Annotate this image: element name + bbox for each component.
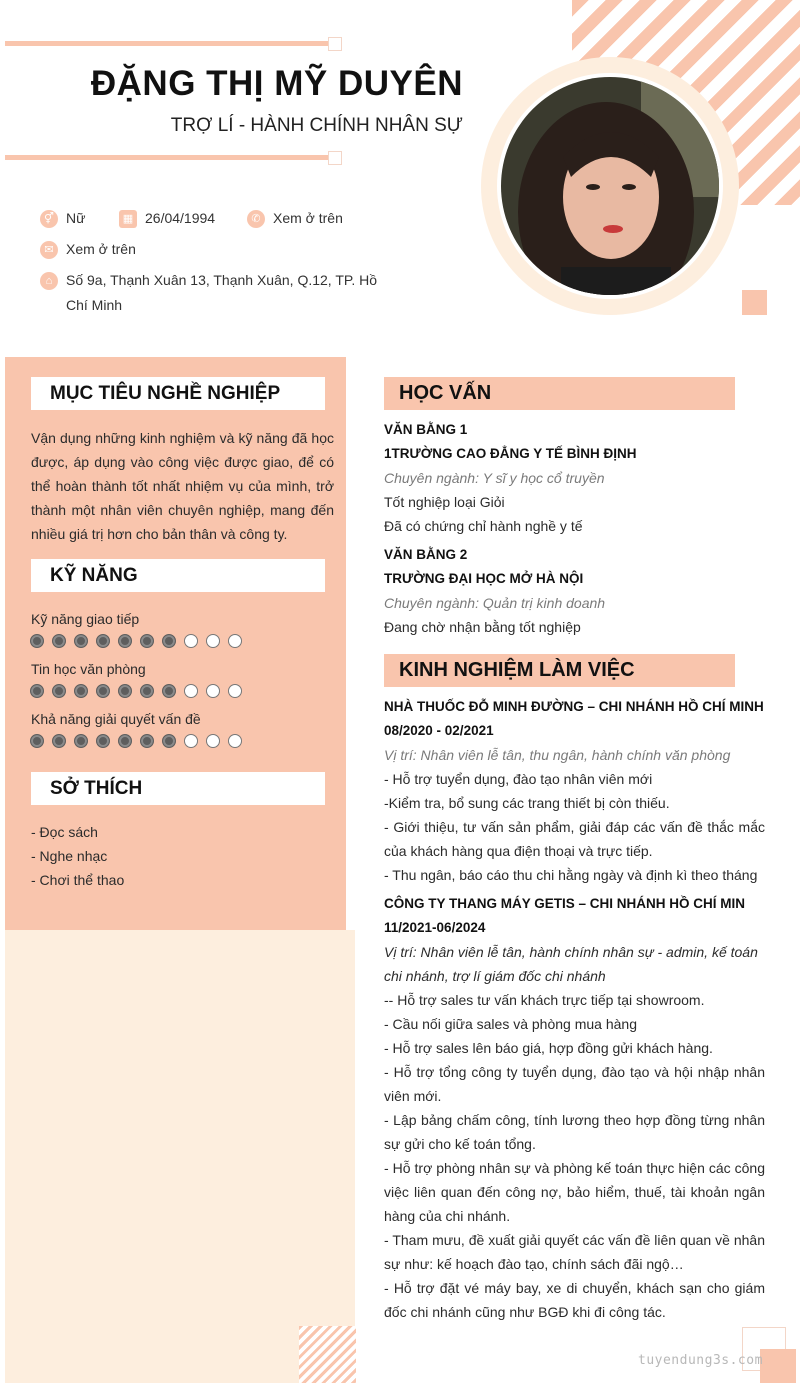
calendar-icon: ▦ <box>119 210 137 228</box>
info-gender <box>40 210 85 231</box>
address-text <box>66 268 377 318</box>
rating-dot-filled <box>30 634 44 648</box>
job1-duty: - Thu ngân, báo cáo thu chi hằng ngày và định kì theo tháng <box>384 867 758 883</box>
rating-dot-empty <box>206 734 220 748</box>
degree2-note: Đang chờ nhận bằng tốt nghiệp <box>384 619 581 635</box>
job2-duty: - Lập bảng chấm công, tính lương theo hợp đồng từng nhân sự gửi cho kế toán tổng. <box>384 1112 765 1152</box>
watermark: tuyendung3s.com <box>638 1353 763 1368</box>
header-bottom-line-end <box>328 151 342 165</box>
job2-company: CÔNG TY THANG MÁY GETIS – CHI NHÁNH HỒ CHÍ MIN <box>384 896 746 911</box>
rating-dot-filled <box>162 634 176 648</box>
skill-label: Kỹ năng giao tiếp <box>31 611 140 627</box>
job2-duty: - Hỗ trợ phòng nhân sự và phòng kế toán thực hiện các công việc liên quan đến công nợ, bảo hiểm, thuế, tài khoản ngân hàng của chi nhánh. <box>384 1160 765 1224</box>
rating-dot-filled <box>96 634 110 648</box>
gender-icon: ⚥ <box>40 210 58 228</box>
rating-dot-empty <box>206 634 220 648</box>
candidate-name: ĐẶNG THỊ MỸ DUYÊN <box>90 64 463 103</box>
address-line-1: Số 9a, Thạnh Xuân 13, Thạnh Xuân, Q.12, TP. Hồ <box>66 272 378 288</box>
experience-heading: KINH NGHIỆM LÀM VIỆC <box>384 654 735 687</box>
info-phone <box>247 210 343 231</box>
objective-text: Vận dụng những kinh nghiệm và kỹ năng đã học được, áp dụng vào công việc được giao, để có thể hoàn thành tốt nhất nhiệm vụ của mình, trở thành một nhân viên chuyên nghiệp, mang đến nhiều giá trị hơn cho bản thân và công ty. <box>31 430 334 542</box>
diagonal-pattern <box>299 1326 356 1383</box>
rating-dot-filled <box>74 634 88 648</box>
rating-dot-filled <box>162 684 176 698</box>
rating-dot-empty <box>184 734 198 748</box>
rating-dot-empty <box>184 684 198 698</box>
rating-dot-filled <box>52 634 66 648</box>
skill-label: Khả năng giải quyết vấn đề <box>31 711 201 727</box>
job1-duty: -Kiểm tra, bổ sung các trang thiết bị còn thiếu. <box>384 795 670 811</box>
candidate-role: TRỢ LÍ - HÀNH CHÍNH NHÂN SỰ <box>170 115 463 136</box>
job2-duty: - Hỗ trợ tổng công ty tuyển dụng, đào tạo và hội nhập nhân viên mới. <box>384 1064 765 1104</box>
job2-duty: - Hỗ trợ sales lên báo giá, hợp đồng gửi khách hàng. <box>384 1040 713 1056</box>
accent-square <box>742 290 767 315</box>
rating-dot-empty <box>184 634 198 648</box>
left-column-bg-light <box>5 930 355 1383</box>
phone-text: Xem ở trên <box>273 210 343 226</box>
email-text: Xem ở trên <box>66 241 136 257</box>
gender-text: Nữ <box>66 210 86 226</box>
rating-dot-filled <box>162 734 176 748</box>
info-address <box>40 272 377 318</box>
job2-duty: -- Hỗ trợ sales tư vấn khách trực tiếp tại showroom. <box>384 992 705 1008</box>
home-icon: ⌂ <box>40 272 58 290</box>
rating-dot-filled <box>30 734 44 748</box>
hobby-item: - Chơi thể thao <box>31 872 125 888</box>
rating-dot-filled <box>74 734 88 748</box>
rating-dot-empty <box>228 684 242 698</box>
degree1-note: Đã có chứng chỉ hành nghề y tế <box>384 518 583 534</box>
email-icon: ✉ <box>40 241 58 259</box>
info-birthday <box>119 210 215 231</box>
header-top-line-end <box>328 37 342 51</box>
skill-label: Tin học văn phòng <box>31 661 146 677</box>
degree2-major: Chuyên ngành: Quản trị kinh doanh <box>384 595 606 611</box>
degree2-school: TRƯỜNG ĐẠI HỌC MỞ HÀ NỘI <box>384 571 584 586</box>
header-top-line <box>5 41 328 46</box>
avatar <box>501 77 719 295</box>
job2-duty: - Tham mưu, đề xuất giải quyết các vấn đề liên quan về nhân sự như: kế hoạch đào tạo, chính sách đãi ngộ… <box>384 1232 765 1272</box>
skills-heading: KỸ NĂNG <box>31 559 325 592</box>
header-bottom-line <box>5 155 328 160</box>
objective-heading: MỤC TIÊU NGHỀ NGHIỆP <box>31 377 325 410</box>
job1-duty: - Hỗ trợ tuyển dụng, đào tạo nhân viên mới <box>384 771 653 787</box>
job1-company: NHÀ THUỐC ĐỖ MINH ĐƯỜNG – CHI NHÁNH HỒ CHÍ MINH <box>384 699 764 714</box>
skill-rating <box>30 634 242 648</box>
rating-dot-filled <box>96 734 110 748</box>
rating-dot-filled <box>118 684 132 698</box>
rating-dot-empty <box>228 634 242 648</box>
corner-square <box>760 1349 796 1383</box>
job1-position: Vị trí: Nhân viên lễ tân, thu ngân, hành chính văn phòng <box>384 747 731 763</box>
degree1-school: 1TRƯỜNG CAO ĐẲNG Y TẾ BÌNH ĐỊNH <box>384 446 637 461</box>
skill-rating <box>30 734 242 748</box>
job1-period: 08/2020 - 02/2021 <box>384 723 494 738</box>
rating-dot-empty <box>228 734 242 748</box>
info-email <box>40 241 136 262</box>
address-line-2: Chí Minh <box>66 297 123 313</box>
degree1-title: VĂN BẰNG 1 <box>384 422 468 437</box>
hobbies-heading: SỞ THÍCH <box>31 772 325 805</box>
job1-duty: - Giới thiệu, tư vấn sản phẩm, giải đáp các vấn đề thắc mắc của khách hàng qua điện thoại và trực tiếp. <box>384 819 765 859</box>
job2-duty: - Hỗ trợ đặt vé máy bay, xe di chuyển, khách sạn cho giám đốc chi nhánh cũng như BGĐ khi đi công tác. <box>384 1280 765 1320</box>
rating-dot-filled <box>118 734 132 748</box>
degree1-major: Chuyên ngành: Y sĩ y học cổ truyền <box>384 470 605 486</box>
rating-dot-filled <box>118 634 132 648</box>
rating-dot-filled <box>52 734 66 748</box>
rating-dot-filled <box>96 684 110 698</box>
rating-dot-empty <box>206 684 220 698</box>
education-heading: HỌC VẤN <box>384 377 735 410</box>
birthday-text: 26/04/1994 <box>145 210 216 226</box>
rating-dot-filled <box>140 684 154 698</box>
rating-dot-filled <box>30 684 44 698</box>
phone-icon: ✆ <box>247 210 265 228</box>
skill-rating <box>30 684 242 698</box>
job2-position: Vị trí: Nhân viên lễ tân, hành chính nhân sự - admin, kế toán chi nhánh, trợ lí giám đốc chi nhánh <box>384 944 758 984</box>
degree2-title: VĂN BẰNG 2 <box>384 547 468 562</box>
hobby-item: - Đọc sách <box>31 824 98 840</box>
rating-dot-filled <box>140 734 154 748</box>
rating-dot-filled <box>140 634 154 648</box>
job2-duty: - Cầu nối giữa sales và phòng mua hàng <box>384 1016 637 1032</box>
degree1-note: Tốt nghiệp loại Giỏi <box>384 494 505 510</box>
job2-period: 11/2021-06/2024 <box>384 920 486 935</box>
rating-dot-filled <box>52 684 66 698</box>
hobby-item: - Nghe nhạc <box>31 848 108 864</box>
rating-dot-filled <box>74 684 88 698</box>
